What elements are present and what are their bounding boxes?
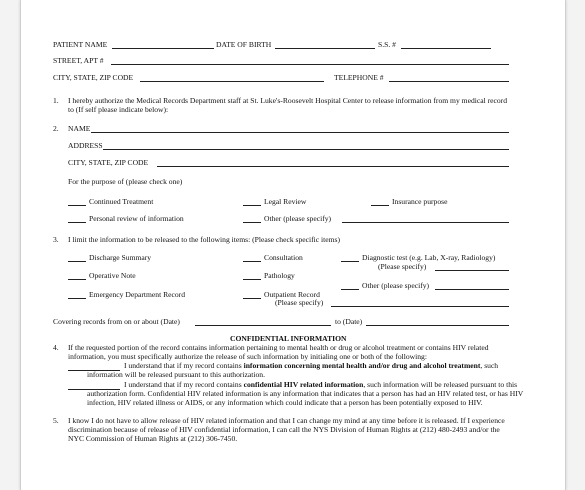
confidential-title: CONFIDENTIAL INFORMATION [230,334,347,343]
section-1-line-1: I hereby authorize the Medical Records Department staff at St. Luke's-Roosevelt Hospital Center to release information from my medical record [68,96,507,105]
city-field[interactable] [140,81,324,82]
section-4-line-2: information, you must specifically authorize the release of such information by initialing one or both of the following: [68,352,427,361]
operative-note-label: Operative Note [89,271,136,280]
section-4-line-1: If the requested portion of the record contains information pertaining to mental health or drug or alcohol treatment or contains HIV related [68,343,489,352]
covering-from-label: Covering records from on or about (Date) [53,317,180,326]
ss-label: S.S. # [378,40,396,49]
purpose-label: For the purpose of (please check one) [68,177,183,186]
diagnostic-specify-label: (Please specify) [378,262,427,271]
telephone-label: TELEPHONE # [334,73,384,82]
dob-field[interactable] [275,48,375,49]
telephone-field[interactable] [389,81,509,82]
items-other-field[interactable] [435,289,509,290]
dob-label: DATE OF BIRTH [216,40,272,49]
hiv-consent-line-3: infection, HIV related illness or AIDS, or any information which could indicate that a person has been potentially exposed to HIV. [87,398,483,407]
continued-treatment-label: Continued Treatment [89,197,154,206]
items-other-checkbox[interactable] [341,289,359,290]
section-5-line-3: NYC Commission of Human Rights at (212) 306-7450. [68,434,238,443]
section-1-line-2: to (If self please indicate below): [68,105,169,114]
pathology-checkbox[interactable] [243,279,261,280]
section-4-number: 4. [53,343,59,352]
diagnostic-test-checkbox[interactable] [341,261,359,262]
mental-health-consent-text: I understand that if my record contains information concerning mental health and/or drug and alcohol treatment, such [124,361,499,370]
consultation-checkbox[interactable] [243,261,261,262]
authorization-form-page [20,0,566,490]
emergency-record-checkbox[interactable] [68,298,86,299]
pathology-label: Pathology [264,271,295,280]
mental-health-consent-line-2: information will be released pursuant to this authorization. [87,370,265,379]
section-5-line-1: I know I do not have to allow release of HIV related information and that I can change my mind at any time before it is released. If I experience [68,416,505,425]
emergency-record-label: Emergency Department Record [89,290,186,299]
insurance-purpose-label: Insurance purpose [392,197,448,206]
covering-from-date-field[interactable] [195,325,331,326]
patient-name-field[interactable] [112,48,214,49]
consultation-label: Consultation [264,253,303,262]
section-3-number: 3. [53,235,59,244]
operative-note-checkbox[interactable] [68,279,86,280]
legal-review-label: Legal Review [264,197,307,206]
purpose-other-checkbox[interactable] [243,222,261,223]
recipient-name-label: NAME [68,124,91,133]
recipient-address-field[interactable] [103,149,509,150]
recipient-address-label: ADDRESS [68,141,103,150]
outpatient-specify-field[interactable] [331,306,509,307]
section-1-number: 1. [53,96,59,105]
items-other-label: Other (please specify) [362,281,430,290]
section-5-line-2: discrimination because of release of HIV confidential information, I can call the NYS Division of Human Rights at (212) 480-2493 and/or the [68,425,500,434]
purpose-other-label: Other (please specify) [264,214,332,223]
section-3-intro: I limit the information to be released to the following items: (Please check specific items) [68,235,341,244]
street-field[interactable] [111,64,509,65]
section-2-number: 2. [53,124,59,133]
legal-review-checkbox[interactable] [243,205,261,206]
diagnostic-specify-field[interactable] [435,270,509,271]
recipient-city-field[interactable] [157,166,509,167]
recipient-city-label: CITY, STATE, ZIP CODE [68,158,149,167]
outpatient-record-label: Outpatient Record [264,290,320,299]
purpose-other-field[interactable] [342,222,509,223]
outpatient-specify-label: (Please specify) [275,298,324,307]
street-label: STREET, APT # [53,56,104,65]
insurance-purpose-checkbox[interactable] [371,205,389,206]
discharge-summary-label: Discharge Summary [89,253,152,262]
section-5-number: 5. [53,416,59,425]
patient-name-label: PATIENT NAME [53,40,108,49]
covering-to-date-field[interactable] [366,325,509,326]
hiv-consent-text: I understand that if my record contains confidential HIV related information, such information will be released pursuant to this [124,380,518,389]
diagnostic-test-label: Diagnostic test (e.g. Lab, X-ray, Radiology) [362,253,496,262]
covering-to-label: to (Date) [335,317,363,326]
discharge-summary-checkbox[interactable] [68,261,86,262]
personal-review-label: Personal review of information [89,214,184,223]
outpatient-record-checkbox[interactable] [243,298,261,299]
recipient-name-field[interactable] [91,132,509,133]
hiv-consent-line-2: authorization form. Confidential HIV related information is any information that indicates that a person has had an HIV related test, or has HIV [87,389,524,398]
ss-field[interactable] [401,48,491,49]
continued-treatment-checkbox[interactable] [68,205,86,206]
personal-review-checkbox[interactable] [68,222,86,223]
city-label: CITY, STATE, ZIP CODE [53,73,134,82]
